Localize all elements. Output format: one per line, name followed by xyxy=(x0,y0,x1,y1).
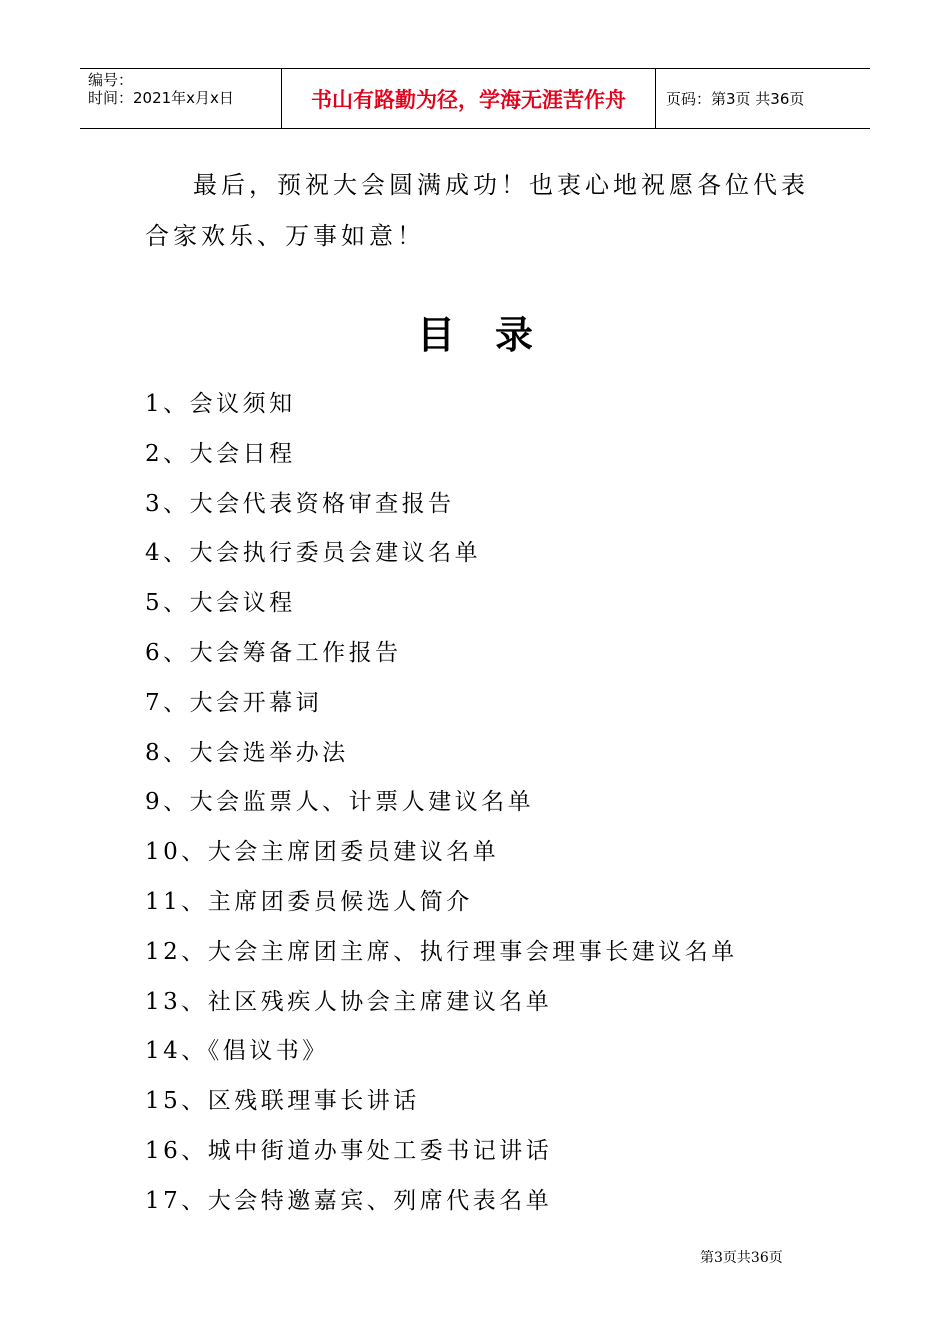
toc-item: 16、城中街道办事处工委书记讲话 xyxy=(145,1137,553,1164)
toc-item: 3、大会代表资格审查报告 xyxy=(145,490,455,517)
header-motto: 书山有路勤为径，学海无涯苦作舟 xyxy=(282,69,656,128)
toc-item: 11、主席团委员候选人简介 xyxy=(145,888,473,915)
document-number-label: 编号： xyxy=(88,71,134,89)
closing-paragraph: 最后，预祝大会圆满成功！也衷心地祝愿各位代表合家欢乐、万事如意！ xyxy=(145,171,809,250)
toc-item: 1、会议须知 xyxy=(145,391,296,417)
toc-item: 2、大会日程 xyxy=(145,440,296,467)
page-header xyxy=(80,68,870,129)
toc-item: 12、大会主席团主席、执行理事会理事长建议名单 xyxy=(145,938,738,965)
toc-item: 17、大会特邀嘉宾、列席代表名单 xyxy=(145,1187,553,1214)
toc-item: 10、大会主席团委员建议名单 xyxy=(145,839,500,866)
toc-item: 6、大会筹备工作报告 xyxy=(145,639,402,666)
header-meta xyxy=(80,69,282,128)
toc-item: 7、大会开幕词 xyxy=(145,689,323,716)
toc-item: 9、大会监票人、计票人建议名单 xyxy=(145,789,535,816)
toc-title: 目录 xyxy=(416,313,573,357)
toc-item: 15、区残联理事长讲话 xyxy=(145,1088,420,1115)
toc-item: 4、大会执行委员会建议名单 xyxy=(145,540,482,567)
document-time-label: 时间：2021年x月x日 xyxy=(88,89,234,107)
header-page-info: 页码：第3页 共36页 xyxy=(666,90,805,108)
toc-item: 8、大会选举办法 xyxy=(145,739,349,766)
toc-item: 13、社区残疾人协会主席建议名单 xyxy=(145,988,553,1015)
toc-item: 5、大会议程 xyxy=(145,590,296,617)
toc-list xyxy=(145,380,845,1227)
toc-item: 14、《倡议书》 xyxy=(145,1038,329,1065)
page-footer: 第3页共36页 xyxy=(700,1250,783,1266)
